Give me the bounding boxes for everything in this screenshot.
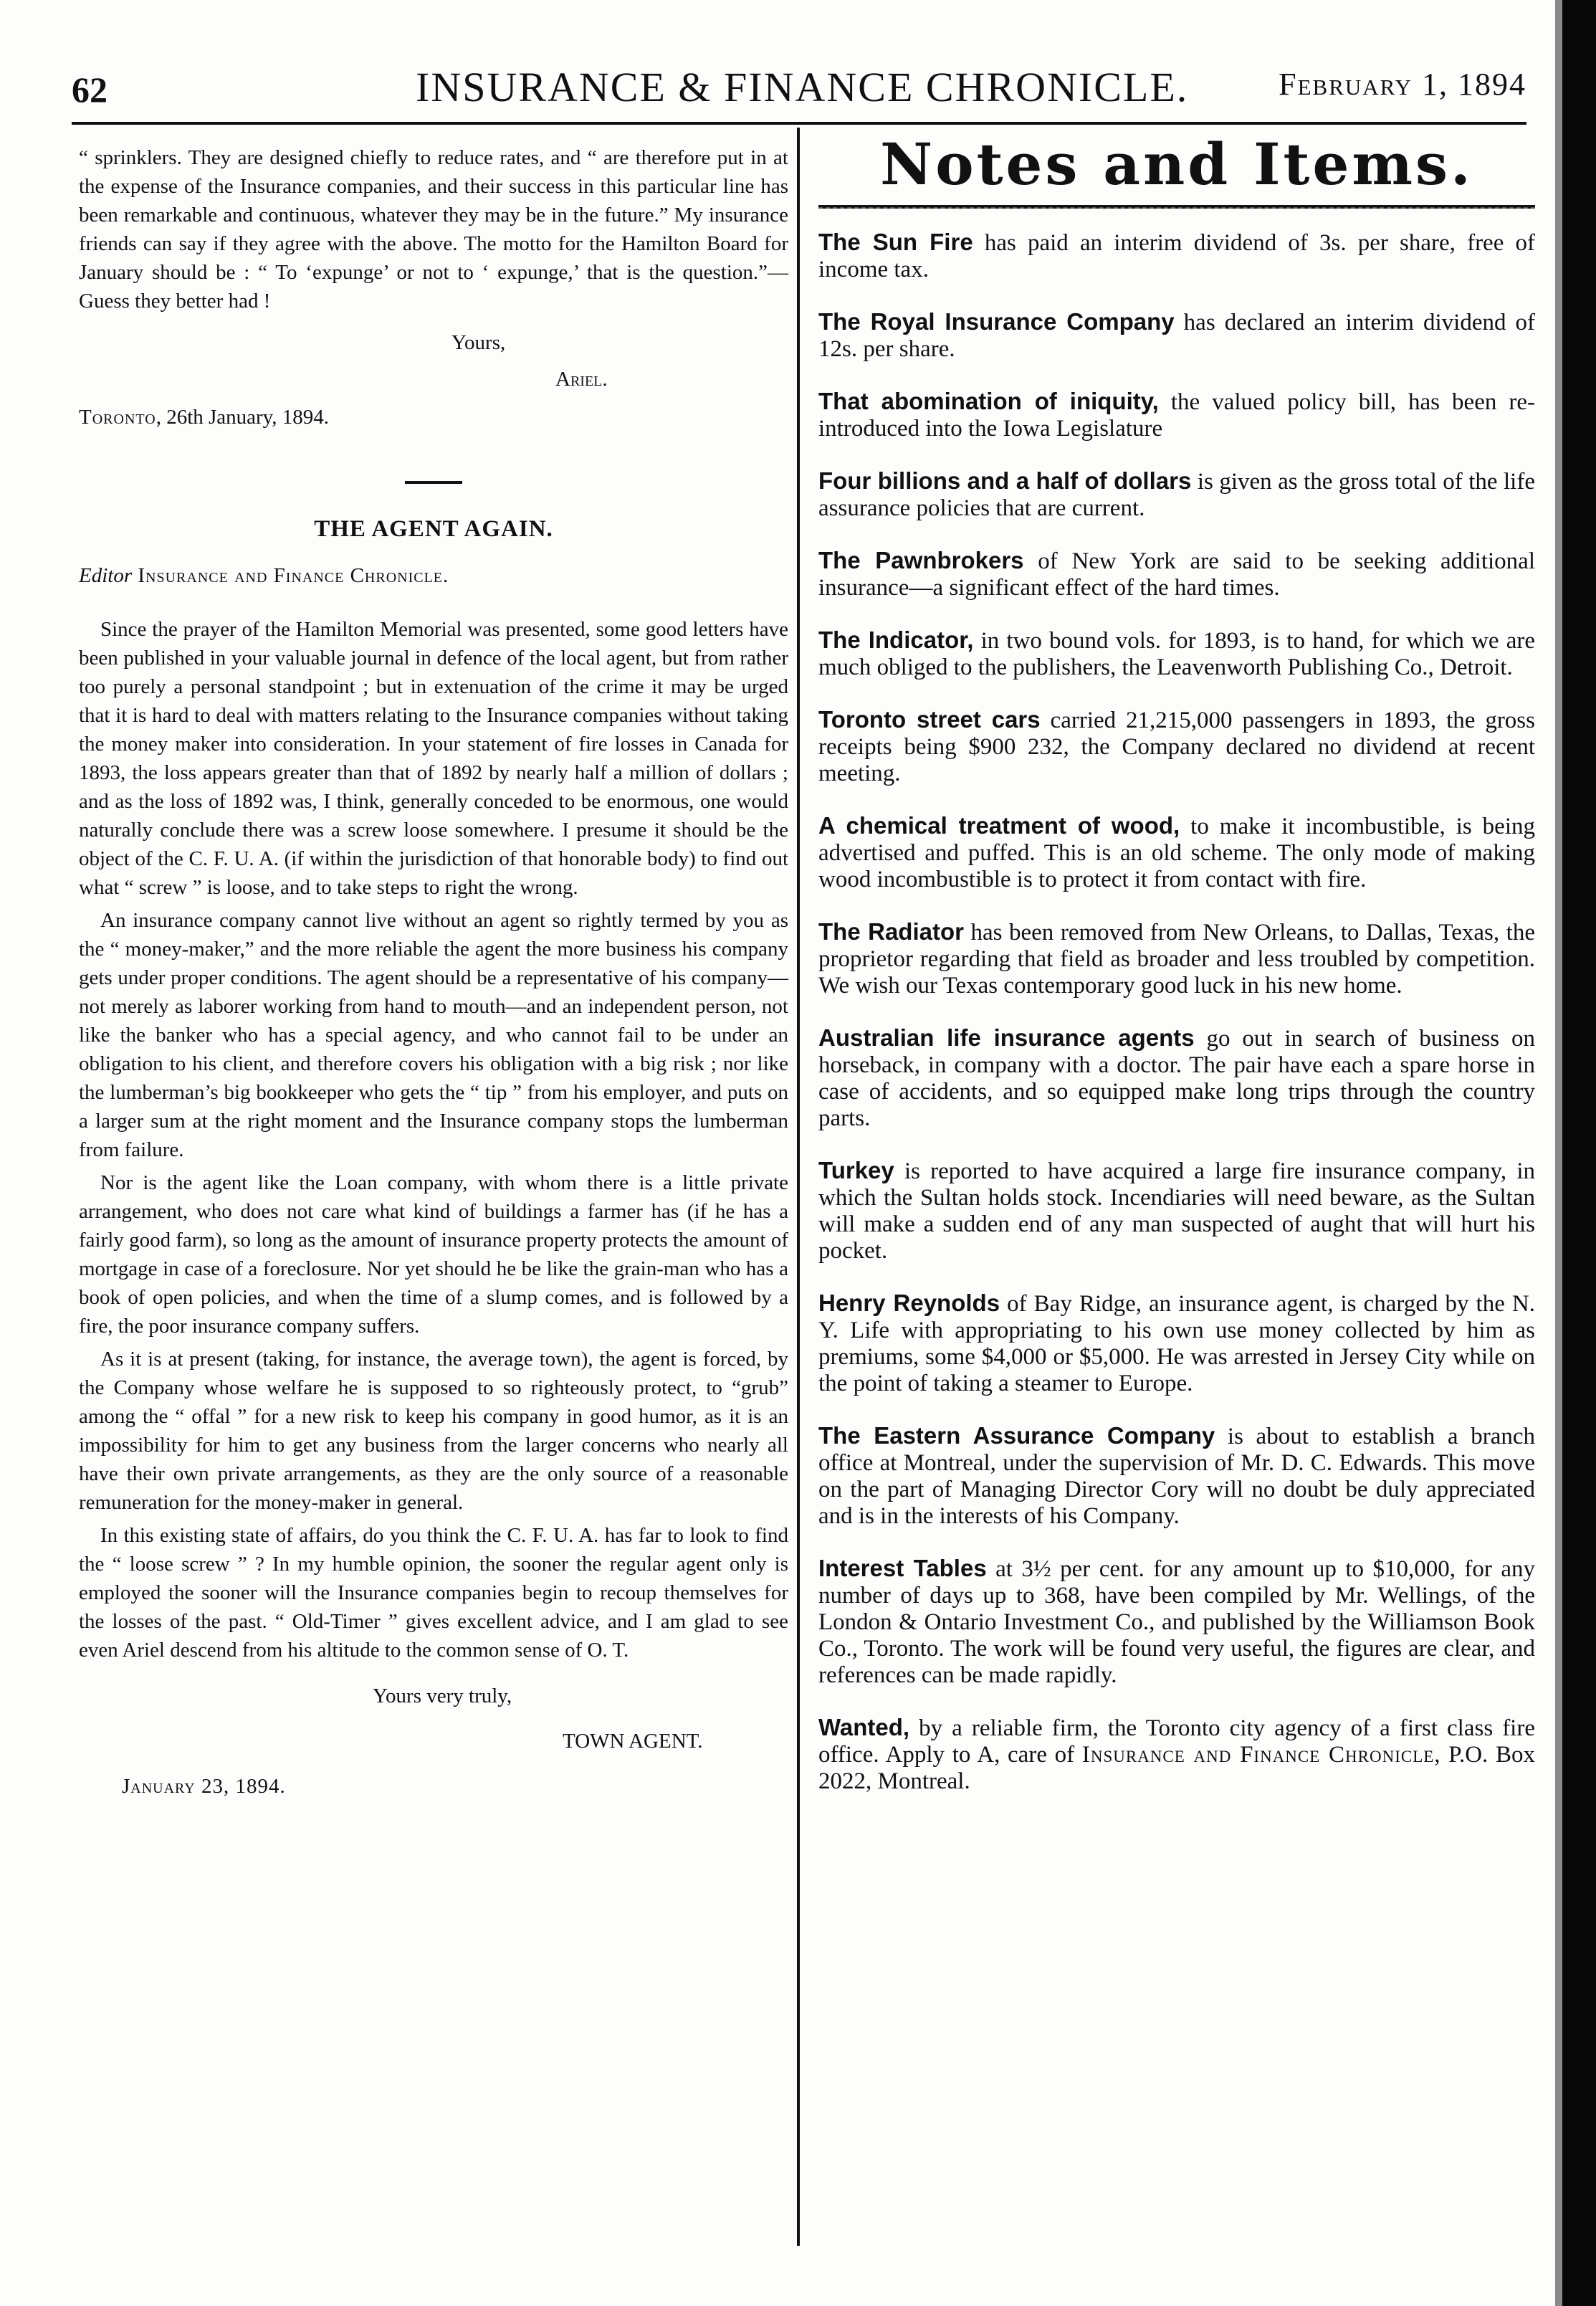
right-column <box>818 130 1536 1820</box>
note-item <box>818 812 1535 893</box>
note-lead: That abomination of iniquity, <box>818 388 1159 414</box>
note-lead: The Pawnbrokers <box>818 547 1024 573</box>
note-text: to make it incombustible, is being advertised and puffed. This is an old scheme. The only mode of making wood incombustible is to protect it from contact with fire. <box>818 814 1535 892</box>
note-item <box>818 308 1535 363</box>
page-number: 62 <box>72 70 107 110</box>
journal-title: INSURANCE & FINANCE CHRONICLE. <box>416 64 1189 110</box>
section-separator <box>405 481 462 484</box>
letter-signature: Ariel. <box>555 368 608 391</box>
note-item <box>818 626 1535 681</box>
note-text: is given as the gross total of the life assurance policies that are current. <box>818 469 1535 521</box>
letter-date-text: , 26th January, 1894. <box>156 406 330 429</box>
note-item <box>818 229 1535 283</box>
salutation-editor: Editor <box>79 564 133 587</box>
article-title: THE AGENT AGAIN. <box>314 516 553 542</box>
article-date: January 23, 1894. <box>122 1775 286 1798</box>
note-item <box>818 706 1535 787</box>
note-item <box>818 467 1535 522</box>
letter-dateline <box>79 406 788 429</box>
note-text: of New York are said to be seeking additional insurance—a significant effect of the hard times. <box>818 548 1535 601</box>
note-lead: Toronto street cars <box>818 706 1041 733</box>
note-item <box>818 1024 1535 1132</box>
note-text-tail: P.O. Box 2022, Montreal. <box>818 1742 1535 1794</box>
letter-yours: Yours, <box>451 331 506 354</box>
note-item <box>818 1290 1535 1397</box>
note-text: has paid an interim dividend of 3s. per share, free of income tax. <box>818 230 1535 282</box>
note-lead: The Radiator <box>818 918 964 945</box>
scan-edge <box>1562 0 1596 2306</box>
note-item <box>818 918 1535 999</box>
article-paragraph: Since the prayer of the Hamilton Memorial was presented, some good letters have been published in your valuable journal in defence of the local agent, but from rather too purely a personal standpoint ; but in extenuation of the crime it may be urged that it is hard to deal with matters relating to the Insurance companies without taking the money maker into consideration. In your statement of fire losses in Canada for 1893, the loss appears greater than that of 1892 by nearly half a million of dollars ; and as the loss of 1892 was, I think, generally conceded to be enormous, one would naturally conclude there was a screw loose somewhere. I presume it should be the object of the C. F. U. A. (if within the jurisdiction of that honorable body) to find out what “ screw ” is loose, and to take steps to right the wrong. <box>79 618 788 899</box>
article-salutation <box>79 564 788 588</box>
salutation-publication: Insurance and Finance Chronicle. <box>132 564 449 587</box>
note-text: go out in search of business on horseback, in company with a doctor. The pair have each a spare horse in case of accidents, and so equipped make long trips through the country parts. <box>818 1026 1535 1131</box>
note-lead: The Indicator, <box>818 626 974 653</box>
letter-date-place: Toronto <box>79 406 156 429</box>
column-divider <box>797 128 800 2246</box>
note-item <box>818 388 1535 442</box>
note-item <box>818 1422 1535 1530</box>
notes-list <box>818 229 1535 1795</box>
note-text: is reported to have acquired a large fire insurance company, in which the Sultan holds stock. Incendiaries will need beware, as the Sultan will make a sudden end of any man suspected of aught that will hurt his pocket. <box>818 1158 1535 1264</box>
note-lead: Turkey <box>818 1157 894 1183</box>
note-text: of Bay Ridge, an insurance agent, is charged by the N. Y. Life with appropriating to his own use money collected by him as premiums, some $4,000 or $5,000. He was arrested in Jersey City while on the point of taking a steamer to Europe. <box>818 1291 1536 1396</box>
article-paragraph: As it is at present (taking, for instance, the average town), the agent is forced, by the Company whose welfare he is supposed to so righteously protect, to “grub” among the “ offal ” for a new risk to keep his company in good humor, as it is an impossibility for him to get any business from the larger concerns who nearly all have their own private arrangements, as they are the only source of a reasonable remuneration for the money-maker in general. <box>79 1348 788 1514</box>
page-header <box>72 56 1526 113</box>
note-text: has declared an interim dividend of 12s. per share. <box>818 310 1535 362</box>
note-text: at 3½ per cent. for any amount up to $10,000, for any number of days up to 368, have been compiled by Mr. Wellings, of the London & Ontario Investment Co., and published by the Williamson Book Co., Toronto. The work will be found very useful, the figures are clear, and references can be made rapidly. <box>818 1556 1536 1688</box>
note-lead: The Eastern Assurance Company <box>818 1422 1215 1449</box>
issue-date: February 1, 1894 <box>1279 67 1526 102</box>
note-text: carried 21,215,000 passengers in 1893, the gross receipts being $900 232, the Company declared no dividend at recent meeting. <box>818 707 1535 786</box>
left-column <box>79 143 788 1798</box>
note-text: the valued policy bill, has been re-introduced into the Iowa Legislature <box>818 389 1535 442</box>
note-text-smallcaps: Insurance and Finance Chronicle, <box>1081 1742 1441 1768</box>
article-paragraph: Nor is the agent like the Loan company, with whom there is a little private arrangement, who does not care what kind of buildings a farmer has (if he has a fairly good farm), so long as the amount of insurance property protects the amount of mortgage in case of a foreclosure. Nor yet should he be like the grain-man who has a book of open policies, and when the time of a slump comes, and is followed by a fire, the poor insurance company suffers. <box>79 1171 788 1338</box>
note-lead: Four billions and a half of dollars <box>818 467 1192 494</box>
header-rule <box>72 122 1526 125</box>
note-text: is about to establish a branch office at Montreal, under the supervision of Mr. D. C. Edwards. This move on the part of Managing Director Cory will no doubt be duly appreciated and is in the interests of his Company. <box>818 1424 1535 1529</box>
note-text: in two bound vols. for 1893, is to hand, for which we are much obliged to the publishers, the Leavenworth Publishing Co., Detroit. <box>818 628 1535 680</box>
article-signature: TOWN AGENT. <box>563 1730 703 1753</box>
note-text: by a reliable firm, the Toronto city agency of a first class fire office. Apply to A, care of <box>818 1715 1535 1768</box>
notes-title-rule <box>818 205 1535 209</box>
note-item <box>818 1714 1535 1795</box>
note-item <box>818 1157 1535 1264</box>
note-lead: Henry Reynolds <box>818 1290 1000 1316</box>
article-paragraph: In this existing state of affairs, do you think the C. F. U. A. has far to look to find the “ loose screw ” ? In my humble opinion, the sooner the regular agent only is employed the sooner will the Insurance companies begin to recoup themselves for the losses of the past. “ Old-Timer ” gives excellent advice, and I am glad to see even Ariel descend from his altitude to the common sense of O. T. <box>79 1524 788 1662</box>
note-lead: Interest Tables <box>818 1555 987 1581</box>
note-lead: A chemical treatment of wood, <box>818 812 1180 839</box>
note-item <box>818 1555 1535 1689</box>
notes-section-title: Notes and Items. <box>880 130 1473 198</box>
note-lead: The Sun Fire <box>818 229 973 255</box>
article-paragraph: An insurance company cannot live without an agent so rightly termed by you as the “ money-maker,” and the more reliable the agent the more business his company gets under proper conditions. The agent should be a representative of his company—not merely as laborer working from hand to mouth—and an independent person, not like the banker who has a special agency, and who cannot fail to be under an obligation to his client, and therefore covers his obligation with a big risk ; nor like the lumberman’s big bookkeeper who gets the “ tip ” from his employer, and puts on a larger sum at the right moment and the Insurance company stops the lumberman from failure. <box>79 909 788 1161</box>
note-lead: The Royal Insurance Company <box>818 308 1175 335</box>
note-lead: Australian life insurance agents <box>818 1024 1195 1051</box>
note-item <box>818 547 1535 601</box>
article-closing: Yours very truly, <box>373 1685 512 1707</box>
note-lead: Wanted, <box>818 1714 910 1740</box>
letter-continuation: “ sprinklers. They are designed chiefly to reduce rates, and “ are therefore put in at the expense of the Insurance companies, and their success in this particular line has been remarkable and continuous, whatever they may be in the future.” My insurance friends can say if they agree with the above. The motto for the Hamilton Board for January should be : “ To ‘expunge’ or not to ‘ expunge,’ that is the question.”—Guess they better had ! <box>79 146 788 313</box>
note-text: has been removed from New Orleans, to Dallas, Texas, the proprietor regarding that field as broader and less troubled by competition. We wish our Texas contemporary good luck in his new home. <box>818 920 1535 999</box>
